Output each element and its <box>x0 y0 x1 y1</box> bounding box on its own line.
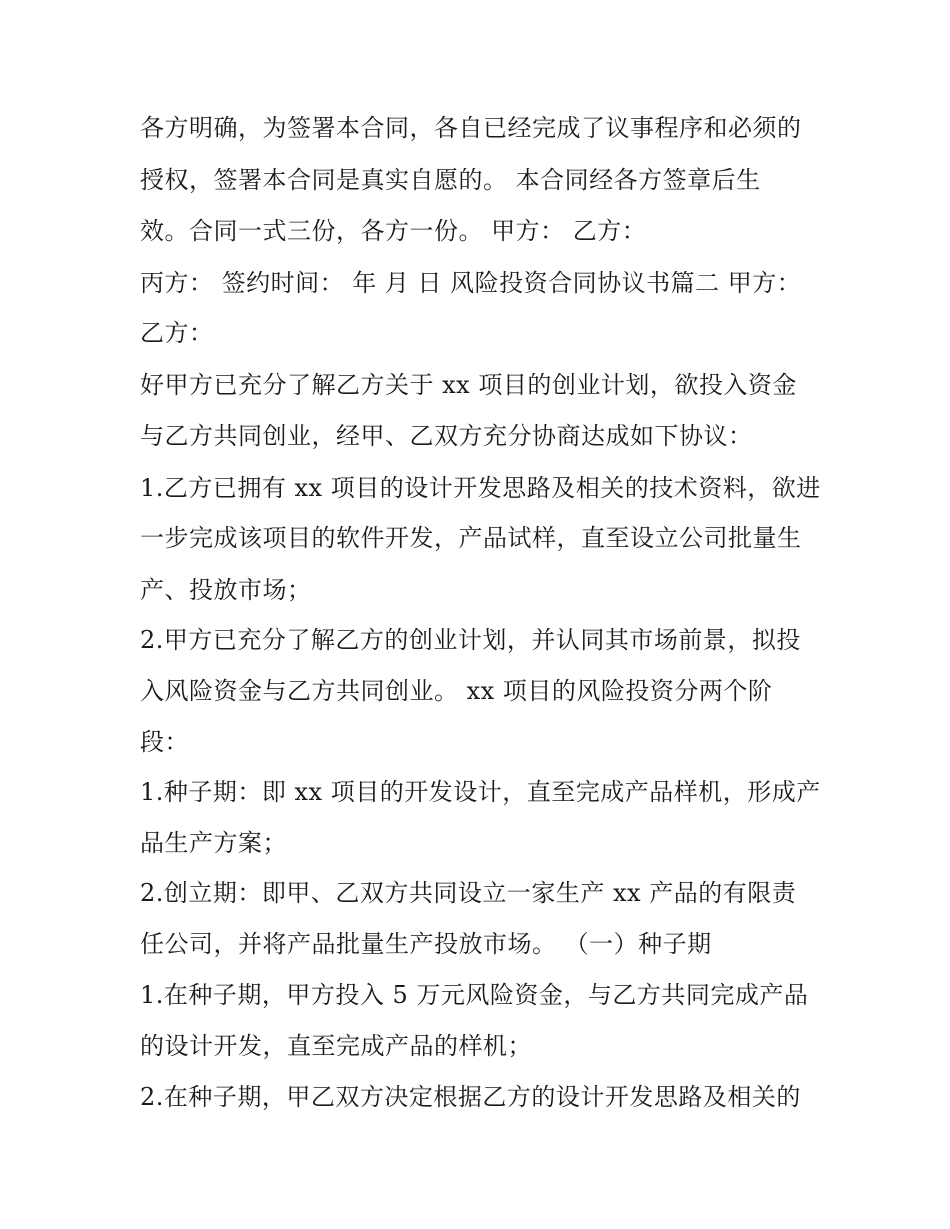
text-line: 2.创立期：即甲、乙双方共同设立一家生产 xx 产品的有限责 <box>140 879 797 907</box>
text-line: 与乙方共同创业，经甲、乙双方充分协商达成如下协议： <box>140 422 753 450</box>
text-line: 1.种子期：即 xx 项目的开发设计，直至完成产品样机，形成产 <box>140 778 821 806</box>
text-line: 授权，签署本合同是真实自愿的。 本合同经各方签章后生 <box>140 166 761 194</box>
text-line: 1.在种子期，甲方投入 5 万元风险资金，与乙方共同完成产品 <box>140 981 809 1009</box>
text-line: 任公司，并将产品批量生产投放市场。 （一）种子期 <box>140 930 712 958</box>
text-line: 段： <box>140 728 189 756</box>
text-line: 效。合同一式三份，各方一份。 甲方： 乙方： <box>140 217 647 245</box>
text-line: 入风险资金与乙方共同创业。 xx 项目的风险投资分两个阶 <box>140 677 773 705</box>
text-line: 品生产方案； <box>140 829 287 857</box>
text-line: 丙方： 签约时间： 年 月 日 风险投资合同协议书篇二 甲方： <box>140 269 802 297</box>
text-line: 一步完成该项目的软件开发，产品试样，直至设立公司批量生 <box>140 524 802 552</box>
text-line: 的设计开发，直至完成产品的样机； <box>140 1032 532 1060</box>
text-line: 好甲方已充分了解乙方关于 xx 项目的创业计划，欲投入资金 <box>140 371 797 399</box>
text-line: 1.乙方已拥有 xx 项目的设计开发思路及相关的技术资料，欲进 <box>140 474 821 502</box>
text-line: 各方明确，为签署本合同，各自已经完成了议事程序和必须的 <box>140 114 802 142</box>
text-line: 乙方： <box>140 319 214 347</box>
text-line: 产、投放市场； <box>140 576 312 604</box>
text-line: 2.甲方已充分了解乙方的创业计划，并认同其市场前景，拟投 <box>140 626 801 654</box>
text-line: 2.在种子期，甲乙双方决定根据乙方的设计开发思路及相关的 <box>140 1083 801 1111</box>
